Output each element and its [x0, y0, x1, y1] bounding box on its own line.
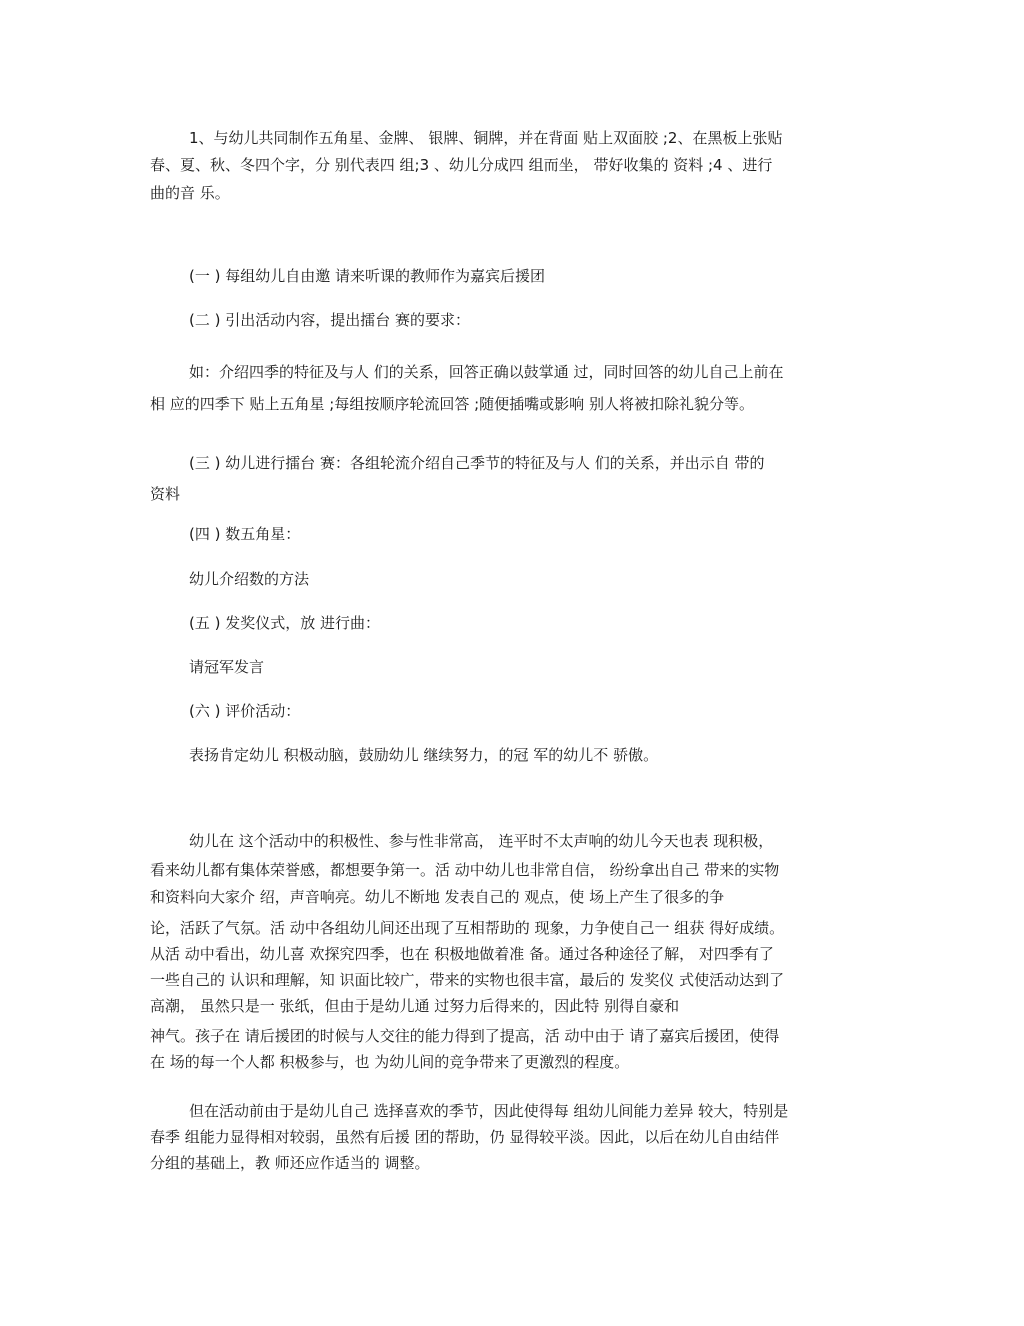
reflection-line-9: 在 场的每一个人都 积极参与，也 为幼儿间的竞争带来了更激烈的程度。: [150, 1053, 630, 1071]
reflection-line-4: 论，活跃了气氛。活 动中各组幼儿间还出现了互相帮助的 现象，力争使自己一 组获 得好成绩。: [150, 919, 785, 937]
reflection-line-6: 一些自己的 认识和理解，知 识面比较广，带来的实物也很丰富，最后的 发奖仪 式使活动达到了: [150, 971, 785, 989]
process-step-4: (四 ) 数五角星：: [189, 525, 301, 543]
process-step-6: (六 ) 评价活动：: [189, 702, 301, 720]
process-step-3-line-1: (三 ) 幼儿进行擂台 赛：各组轮流介绍自己季节的特征及与人 们的关系，并出示自 带的: [189, 454, 765, 472]
reflection-line-7: 高潮， 虽然只是一 张纸，但由于是幼儿通 过努力后得来的，因此特 别得自豪和: [150, 997, 680, 1015]
process-step-6-detail: 表扬肯定幼儿 积极动脑，鼓励幼儿 继续努力，的冠 军的幼儿不 骄傲。: [189, 746, 659, 764]
improvement-line-1: 但在活动前由于是幼儿自己 选择喜欢的季节，因此使得每 组幼儿间能力差异 较大，特别是: [189, 1102, 789, 1120]
reflection-line-8: 神气。孩子在 请后援团的时候与人交往的能力得到了提高，活 动中由于 请了嘉宾后援团，使得: [150, 1027, 780, 1045]
improvement-line-3: 分组的基础上，教 师还应作适当的 调整。: [150, 1154, 430, 1172]
process-step-4-detail: 幼儿介绍数的方法: [189, 570, 310, 588]
reflection-line-3: 和资料向大家介 绍，声音响亮。幼儿不断地 发表自己的 观点，使 场上产生了很多的争: [150, 888, 725, 906]
example-line-2: 相 应的四季下 贴上五角星 ;每组按顺序轮流回答 ;随便插嘴或影响 别人将被扣除礼貌分等。: [150, 395, 754, 413]
process-step-3-line-2: 资料: [150, 485, 181, 503]
reflection-line-5: 从活 动中看出，幼儿喜 欢探究四季，也在 积极地做着准 备。通过各种途径了解， 对四季有了: [150, 945, 774, 963]
process-step-5-detail: 请冠军发言: [189, 658, 265, 676]
process-step-2: (二 ) 引出活动内容，提出擂台 赛的要求：: [189, 311, 471, 329]
improvement-line-2: 春季 组能力显得相对较弱，虽然有后援 团的帮助，仍 显得较平淡。因此，以后在幼儿自由结伴: [150, 1128, 780, 1146]
materials-line-2: 春、夏、秋、冬四个字，分 别代表四 组;3 、幼儿分成四 组而坐， 带好收集的 资料 ;4 、进行: [150, 156, 773, 174]
process-step-1: (一 ) 每组幼儿自由邀 请来听课的教师作为嘉宾后援团: [189, 267, 546, 285]
process-step-5: (五 ) 发奖仪式，放 进行曲：: [189, 614, 381, 632]
example-line-1: 如：介绍四季的特征及与人 们的关系，回答正确以鼓掌通 过，同时回答的幼儿自己上前在: [189, 363, 784, 381]
reflection-line-2: 看来幼儿都有集体荣誉感，都想要争第一。活 动中幼儿也非常自信， 纷纷拿出自己 带来的实物: [150, 861, 780, 879]
materials-line-3: 曲的音 乐。: [150, 184, 230, 202]
reflection-line-1: 幼儿在 这个活动中的积极性、参与性非常高， 连平时不太声响的幼儿今天也表 现积极，: [189, 832, 774, 850]
materials-line-1: 1、与幼儿共同制作五角星、金牌、 银牌、铜牌，并在背面 贴上双面胶 ;2、在黑板上张贴: [189, 129, 783, 147]
